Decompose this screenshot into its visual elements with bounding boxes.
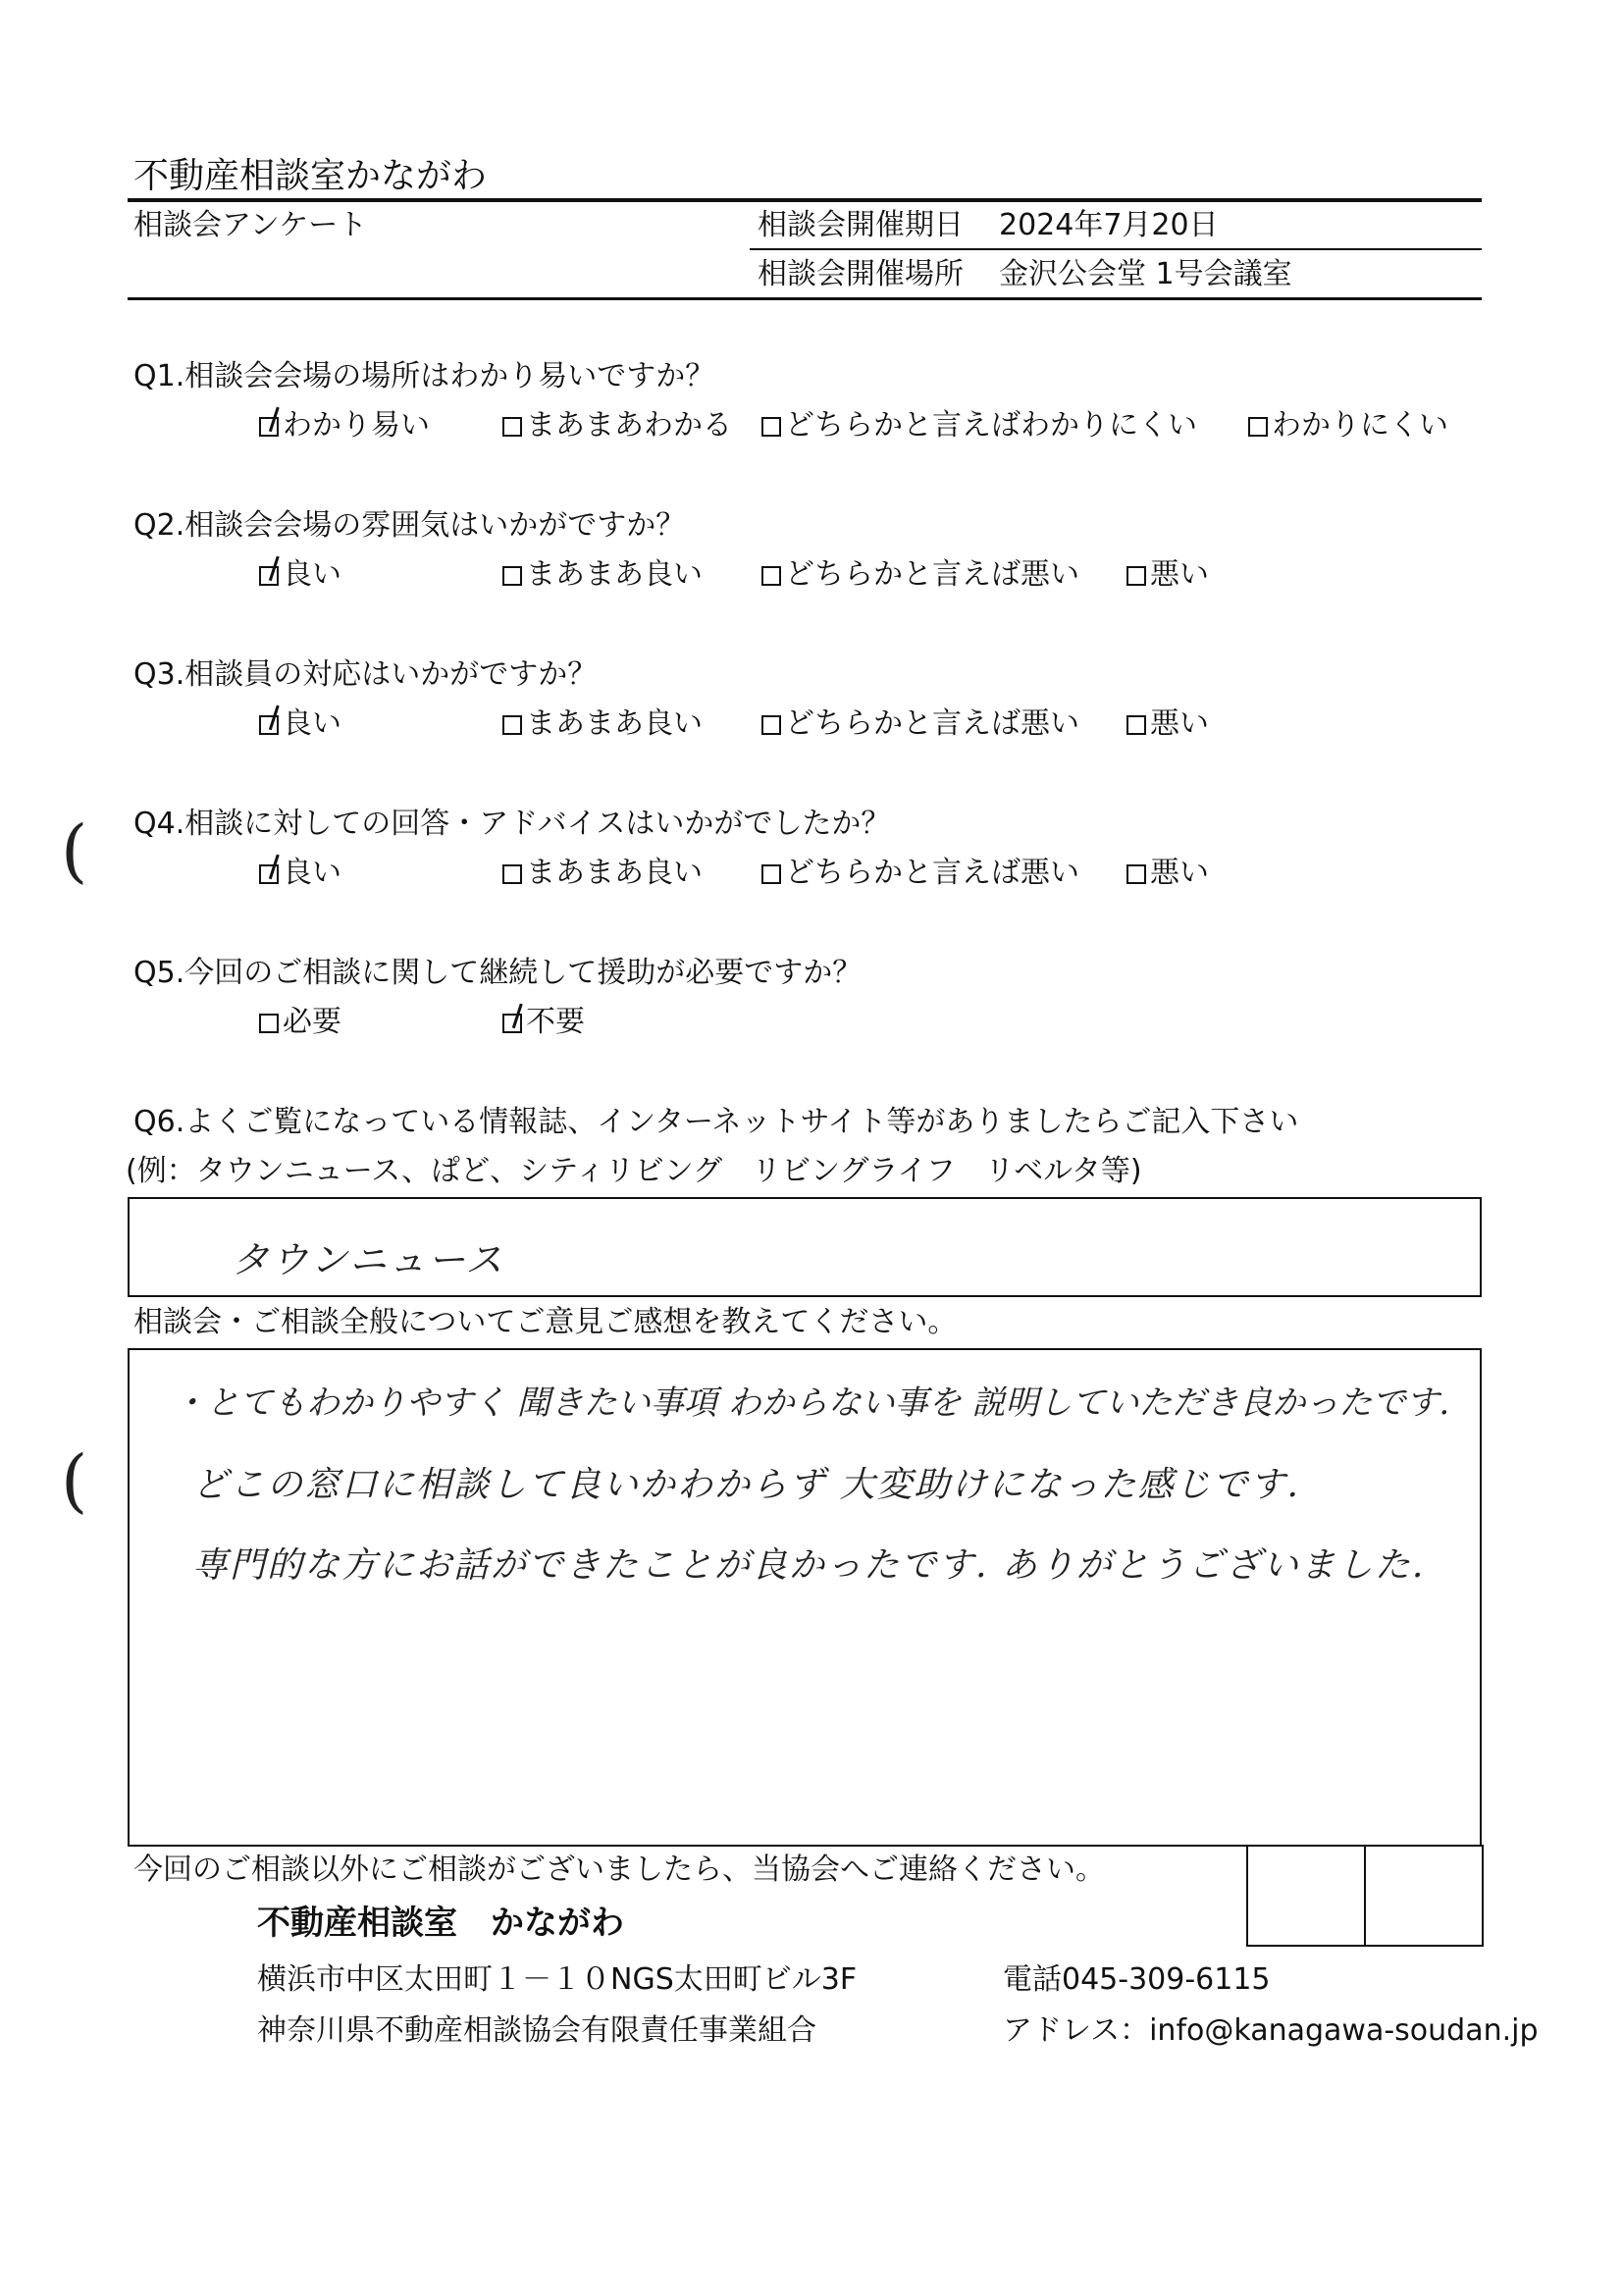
q5-option-1[interactable]: 必要 (259, 1005, 341, 1040)
footer-email: アドレス：info@kanagawa-soudan.jp (1003, 2013, 1539, 2048)
checkbox-icon[interactable] (502, 566, 522, 586)
org-title: 不動産相談室かながわ (133, 156, 488, 196)
question-5: Q5.今回のご相談に関して継続して援助が必要ですか？ (133, 956, 863, 990)
question-6-example: (例：タウンニュース、ぱど、シティリビング リビングライフ リベルタ等) (126, 1154, 1142, 1188)
q1-option-1[interactable]: わかり易い (259, 408, 430, 444)
opinion-line-3: 専門的な方にお話ができたことが良かったです. ありがとうございました. (192, 1545, 1426, 1586)
q1-option-3[interactable]: どちらかと言えばわかりにくい (761, 408, 1197, 444)
q3-option-1[interactable]: 良い (259, 706, 341, 742)
stamp-box-2 (1364, 1845, 1484, 1947)
question-2: Q2.相談会会場の雰囲気はいかがですか？ (133, 508, 686, 543)
date-label: 相談会開催期日 (758, 208, 964, 242)
q4-option-1[interactable]: 良い (259, 856, 341, 891)
stamp-box-1 (1246, 1845, 1366, 1947)
checkbox-checked-icon[interactable] (259, 566, 279, 586)
checkbox-icon[interactable] (502, 715, 522, 735)
question-3: Q3.相談員の対応はいかがですか？ (133, 657, 598, 692)
footer-phone: 電話045-309-6115 (1003, 1962, 1271, 1997)
date-value: 2024年7月20日 (999, 208, 1219, 242)
question-1: Q1.相談会会場の場所はわかり易いですか？ (133, 359, 715, 393)
checkbox-checked-icon[interactable] (259, 715, 279, 735)
question-4: Q4.相談に対しての回答・アドバイスはいかがでしたか？ (133, 807, 891, 841)
footer-association: 神奈川県不動産相談協会有限責任事業組合 (257, 2013, 816, 2048)
checkbox-checked-icon[interactable] (502, 1014, 522, 1033)
checkbox-icon[interactable] (1126, 566, 1146, 586)
header-bottom-rule (128, 297, 1482, 300)
header-mid-rule (750, 248, 1482, 250)
opinion-line-2: どこの窓口に相談して良いかわからず 大変助けになった感じです. (192, 1465, 1300, 1505)
q2-option-1[interactable]: 良い (259, 557, 341, 593)
q2-option-2[interactable]: まあまあ良い (502, 557, 703, 593)
opinion-box[interactable] (128, 1348, 1482, 1847)
question-6: Q6.よくご覧になっている情報誌、インターネットサイト等がありましたらご記入下さい (133, 1105, 1299, 1139)
checkbox-icon[interactable] (1248, 417, 1268, 437)
margin-mark-1: ( (61, 810, 88, 891)
contact-note: 今回のご相談以外にご相談がございましたら、当協会へご連絡ください。 (133, 1852, 1105, 1887)
checkbox-icon[interactable] (761, 715, 781, 735)
q6-answer: タウンニュース (232, 1238, 505, 1281)
checkbox-icon[interactable] (761, 864, 781, 884)
checkbox-icon[interactable] (761, 566, 781, 586)
place-label: 相談会開催場所 (758, 257, 964, 291)
checkbox-icon[interactable] (1126, 715, 1146, 735)
q3-option-2[interactable]: まあまあ良い (502, 706, 703, 742)
checkbox-icon[interactable] (1126, 864, 1146, 884)
q4-option-2[interactable]: まあまあ良い (502, 856, 703, 891)
q2-option-3[interactable]: どちらかと言えば悪い (761, 557, 1079, 593)
q1-option-2[interactable]: まあまあわかる (502, 408, 732, 444)
checkbox-checked-icon[interactable] (259, 417, 279, 437)
checkbox-icon[interactable] (259, 1014, 279, 1033)
q3-option-3[interactable]: どちらかと言えば悪い (761, 706, 1079, 742)
opinion-label: 相談会・ご相談全般についてご意見ご感想を教えてください。 (133, 1305, 958, 1339)
q5-option-2[interactable]: 不要 (502, 1005, 585, 1040)
place-value: 金沢公会堂 1号会議室 (999, 257, 1292, 291)
header-top-rule (128, 198, 1482, 202)
checkbox-icon[interactable] (502, 864, 522, 884)
q4-option-3[interactable]: どちらかと言えば悪い (761, 856, 1079, 891)
footer-org-name: 不動産相談室 かながわ (257, 1904, 624, 1943)
q3-option-4[interactable]: 悪い (1126, 706, 1209, 742)
checkbox-icon[interactable] (502, 417, 522, 437)
q1-option-4[interactable]: わかりにくい (1248, 408, 1448, 444)
footer-address: 横浜市中区太田町１－１０NGS太田町ビル3F (257, 1962, 858, 1997)
margin-mark-2: ( (61, 1440, 88, 1521)
checkbox-icon[interactable] (761, 417, 781, 437)
checkbox-checked-icon[interactable] (259, 864, 279, 884)
opinion-line-1: ・とてもわかりやすく 聞きたい事項 わからない事を 説明していただき良かったです. (173, 1383, 1450, 1423)
form-title: 相談会アンケート (133, 208, 368, 242)
q2-option-4[interactable]: 悪い (1126, 557, 1209, 593)
q4-option-4[interactable]: 悪い (1126, 856, 1209, 891)
